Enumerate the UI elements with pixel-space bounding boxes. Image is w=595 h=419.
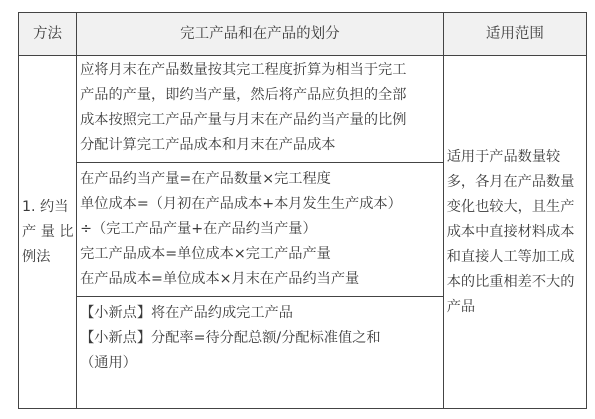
formula-line: 单位成本=（月初在产品成本+本月发生生产成本） (80, 196, 402, 212)
formula-line: ÷（完工产品产量+在产品约当产量） (80, 221, 317, 237)
formula-line: 在产品成本=单位成本×月末在产品约当产量 (80, 271, 360, 287)
scope-text: 适用于产品数量较多，各月在产品数量变化也较大，且生产成本中直接材料成本和直接人工等加工成本的比重相差不大的产品 (446, 148, 575, 315)
note-line: 【小新点】分配率=待分配总额/分配标准值之和 (80, 330, 381, 346)
description-block (80, 58, 441, 158)
table-header-row (19, 13, 587, 56)
table-row (19, 56, 587, 409)
formula-line: 在产品约当产量=在产品数量×完工程度 (80, 171, 331, 187)
note-line: （通用） (80, 355, 137, 371)
method-name-cell: 1. 约当产 量 比例法 (19, 56, 77, 409)
header-method: 方法 (19, 13, 77, 56)
method-comparison-table (18, 12, 587, 409)
description-line: 产品的产量，即约当产量，然后将产品应负担的全部 (80, 87, 407, 103)
header-scope: 适用范围 (443, 13, 586, 56)
header-division: 完工产品和在产品的划分 (77, 13, 444, 56)
description-line: 分配计算完工产品成本和月末在产品成本 (80, 137, 336, 153)
note-line: 【小新点】将在产品约成完工产品 (80, 305, 293, 321)
description-line: 成本按照完工产品产量与月末在产品约当产量的比例 (80, 112, 407, 128)
formula-block (77, 162, 443, 292)
division-cell (77, 56, 444, 409)
scope-cell (443, 56, 586, 409)
description-line: 应将月末在产品数量按其完工程度折算为相当于完工 (80, 62, 407, 78)
note-block (77, 296, 443, 376)
formula-line: 完工产品成本=单位成本×完工产品产量 (80, 246, 331, 262)
